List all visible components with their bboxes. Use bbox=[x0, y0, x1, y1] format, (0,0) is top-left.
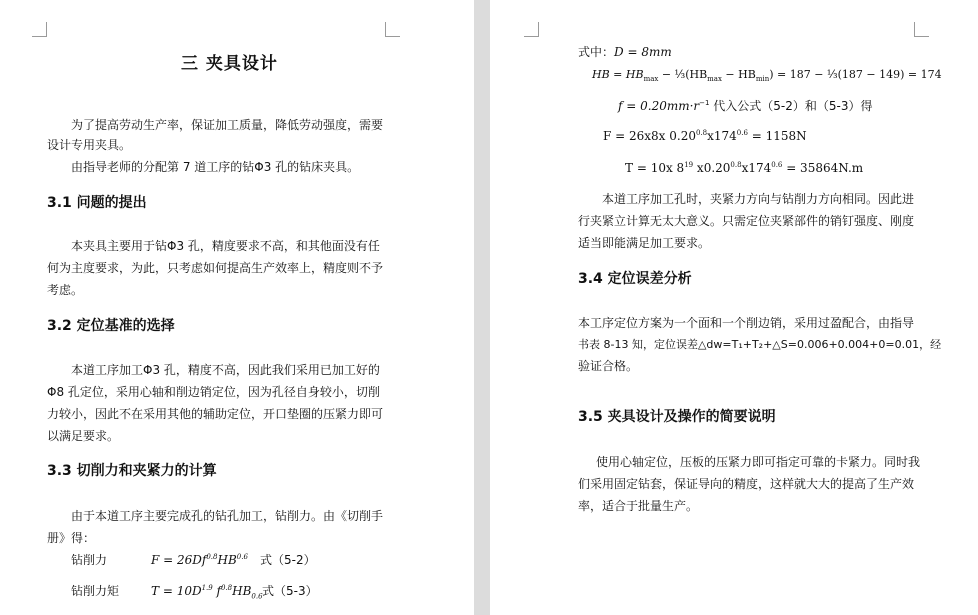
formula-ref: 式（5-3） bbox=[262, 584, 318, 598]
formula-torque-result: T = 10x $8^{19}$ $x0.20^{0.8}x174^{0.6} = 35864N.m$ bbox=[625, 161, 864, 175]
formula-drill-force: $F = 26Df^{0.8}HB^{0.6}$ bbox=[151, 553, 248, 567]
paragraph-line: 为了提高劳动生产率，保证加工质量，降低劳动强度，需要 bbox=[71, 118, 384, 132]
crop-mark bbox=[914, 22, 929, 37]
formula-label: 钻削力矩 bbox=[71, 584, 120, 598]
paragraph-line: 由指导老师的分配第 7 道工序的钻Φ3 孔的钻床夹具。 bbox=[71, 160, 360, 174]
section-heading-3-3: 3.3 切削力和夹紧力的计算 bbox=[47, 463, 217, 479]
paragraph-line: 由于本道工序主要完成孔的钻孔加工，钻削力。由《切削手 bbox=[71, 509, 384, 523]
paragraph-line: 适当即能满足加工要求。 bbox=[578, 236, 711, 250]
formula-drill-torque: $T = 10D^{1.9}$ $f^{0.8}HB_{0.6}$ bbox=[151, 584, 263, 601]
section-heading-3-2: 3.2 定位基准的选择 bbox=[47, 318, 175, 334]
formula-force-result: F = 26x8x $0.20^{0.8}x174^{0.6} = 1158N$ bbox=[603, 129, 807, 143]
section-heading-3-4: 3.4 定位误差分析 bbox=[578, 271, 692, 287]
formula-label: 钻削力 bbox=[71, 553, 108, 567]
paragraph-line: 行夹紧立计算无太大意义。只需定位夹紧部件的销钉强度、刚度 bbox=[578, 214, 915, 228]
paragraph-line: 书表 8-13 知，定位误差△dw=T₁+T₂+△S=0.006+0.004+0=0.01，经 bbox=[578, 338, 942, 351]
section-heading-3-5: 3.5 夹具设计及操作的简要说明 bbox=[578, 409, 776, 425]
paragraph-line: 们采用固定钻套，保证导向的精度，这样就大大的提高了生产效 bbox=[578, 477, 915, 491]
crop-mark bbox=[385, 22, 400, 37]
paragraph-line: 何为主度要求，为此，只考虑如何提高生产效率上，精度则不予 bbox=[47, 261, 384, 275]
section-heading-3-1: 3.1 问题的提出 bbox=[47, 195, 147, 211]
paragraph-line: 本工序定位方案为一个面和一个削边销，采用过盈配合，由指导 bbox=[578, 316, 915, 330]
paragraph-line: 验证合格。 bbox=[578, 359, 639, 373]
paragraph-line: 力较小，因此不在采用其他的辅助定位，开口垫圈的压紧力即可 bbox=[47, 407, 384, 421]
paragraph-line: 设计专用夹具。 bbox=[47, 138, 132, 152]
paragraph-line: 本夹具主要用于钻Φ3 孔，精度要求不高，和其他面没有任 bbox=[71, 239, 380, 253]
crop-mark bbox=[524, 22, 539, 37]
document-page-left bbox=[0, 0, 474, 615]
paragraph-line: 以满足要求。 bbox=[47, 429, 120, 443]
document-page-right bbox=[490, 0, 978, 615]
paragraph-line: 本道工序加工Φ3 孔，精度不高，因此我们采用已加工好的 bbox=[71, 363, 380, 377]
paragraph-line: 考虑。 bbox=[47, 283, 84, 297]
paragraph-line: 本道工序加工孔时，夹紧力方向与钻削力方向相同。因此进 bbox=[602, 192, 915, 206]
formula-ref: 式（5-2） bbox=[260, 553, 316, 567]
paragraph-line: 率，适合于批量生产。 bbox=[578, 499, 699, 513]
paragraph-line: 使用心轴定位，压板的压紧力即可指定可靠的卡紧力。同时我 bbox=[596, 455, 921, 469]
formula-intro: 式中：D = 8mm bbox=[578, 45, 672, 59]
formula-feed: $f = 0.20mm\cdot r^{-1}$ 代入公式（5-2）和（5-3）得 bbox=[618, 99, 873, 113]
paragraph-line: Φ8 孔定位，采用心轴和削边销定位，因为孔径自身较小，切削 bbox=[47, 385, 380, 399]
crop-mark bbox=[32, 22, 47, 37]
formula-hb: HB = $HB_{max}$ − $\frac{1}{3}(HB_{max} - HB_{min}) = 187$ − ⅓(187 − 149) = 174 bbox=[592, 68, 942, 84]
chapter-title: 三 夹具设计 bbox=[181, 54, 278, 74]
paragraph-line: 册》得： bbox=[47, 531, 96, 545]
page-gutter bbox=[474, 0, 490, 615]
